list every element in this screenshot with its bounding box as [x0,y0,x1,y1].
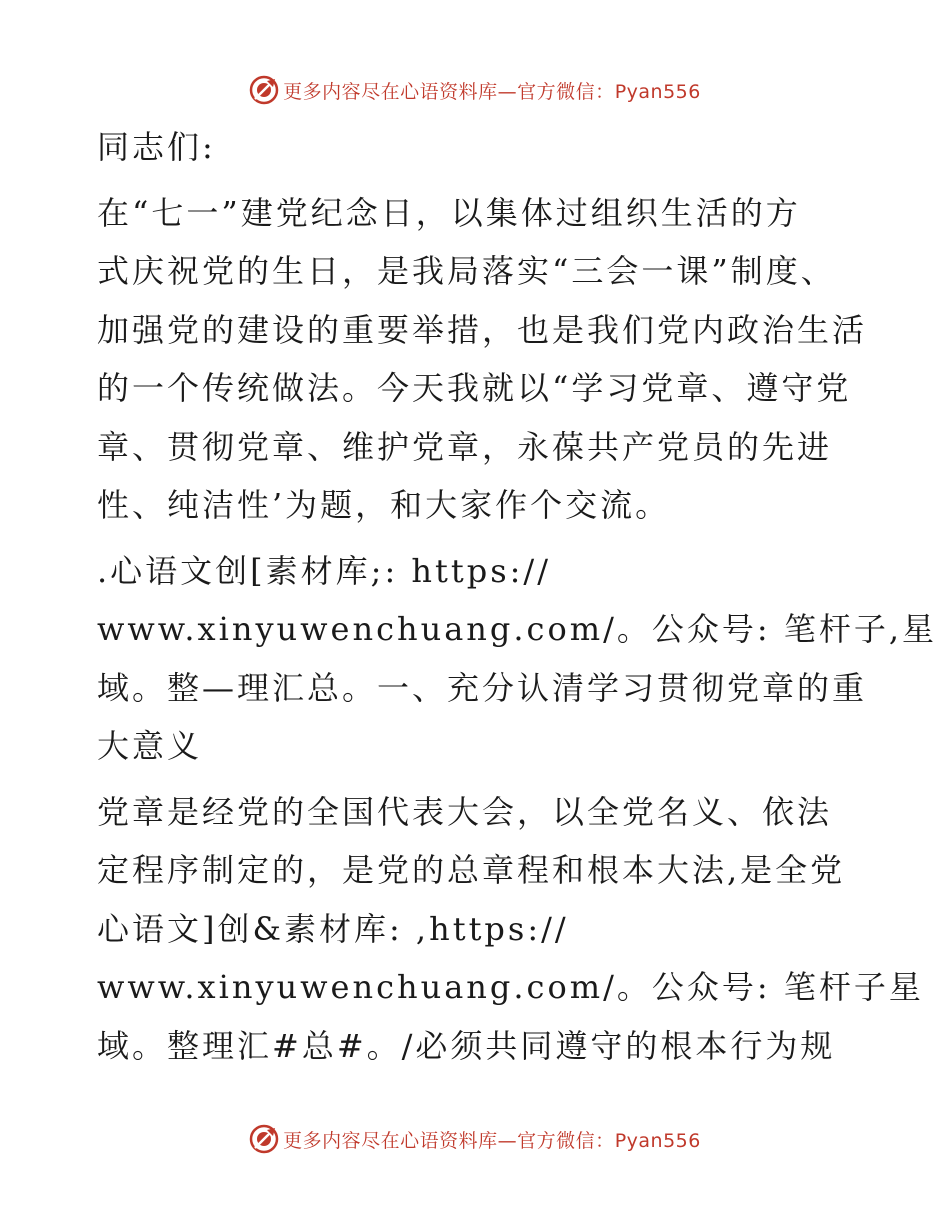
paragraph-2-line-4: 大意义 [97,727,203,765]
paragraph-1-line-4: 的一个传统做法。今天我就以“学习党章、遵守党 [97,369,852,407]
paragraph-1-line-6: 性、纯洁性’为题，和大家作个交流。 [97,486,671,524]
header-separator: — [497,80,518,103]
paragraph-1-line-2: 式庆祝党的生日，是我局落实“三会一课”制度、 [97,252,836,290]
header-brand: 更多内容尽在心语资料库 [283,80,498,103]
footer-brand: 更多内容尽在心语资料库 [283,1129,498,1152]
header-banner [0,72,950,108]
paragraph-2-line-3: 域。整—理汇总。一、充分认清学习贯彻党章的重 [97,668,868,707]
paragraph-3-line-1: 党章是经党的全国代表大会，以全党名义、依法 [97,792,833,831]
paragraph-3-line-3: 心语文]创&素材库: ,https:// [97,909,569,948]
paragraph-2-line-2: www.xinyuwenchuang.com/。公众号: 笔杆子,星 [97,610,937,648]
paragraph-1-line-5: 章、贯彻党章、维护党章，永葆共产党员的先进 [97,427,833,466]
brand-logo-icon [249,1124,279,1154]
footer-banner [0,1121,950,1157]
footer-separator: — [497,1129,518,1152]
paragraph-1-line-1: 在“七一”建党纪念日，以集体过组织生活的方 [97,193,801,232]
document-body [97,118,937,1075]
paragraph-3-line-2: 定程序制定的，是党的总章程和根本大法,是全党 [97,851,846,889]
header-wechat-id: Pyan556 [614,80,701,103]
footer-banner-text [283,1126,701,1153]
header-wechat-label: 官方微信： [517,80,615,103]
brand-logo-icon [249,75,279,105]
salutation-line: 同志们: [97,128,216,166]
paragraph-1-line-3: 加强党的建设的重要举措，也是我们党内政治生活 [97,310,868,349]
footer-wechat-id: Pyan556 [614,1129,701,1152]
footer-wechat-label: 官方微信： [517,1129,615,1152]
paragraph-3-line-4: www.xinyuwenchuang.com/。公众号: 笔杆子星 [97,968,924,1006]
header-banner-text [283,77,701,104]
paragraph-3-line-5: 域。整理汇#总#。/必须共同遵守的根本行为规 [97,1026,836,1065]
paragraph-2-line-1: .心语文创[素材库;: https:// [97,551,551,590]
